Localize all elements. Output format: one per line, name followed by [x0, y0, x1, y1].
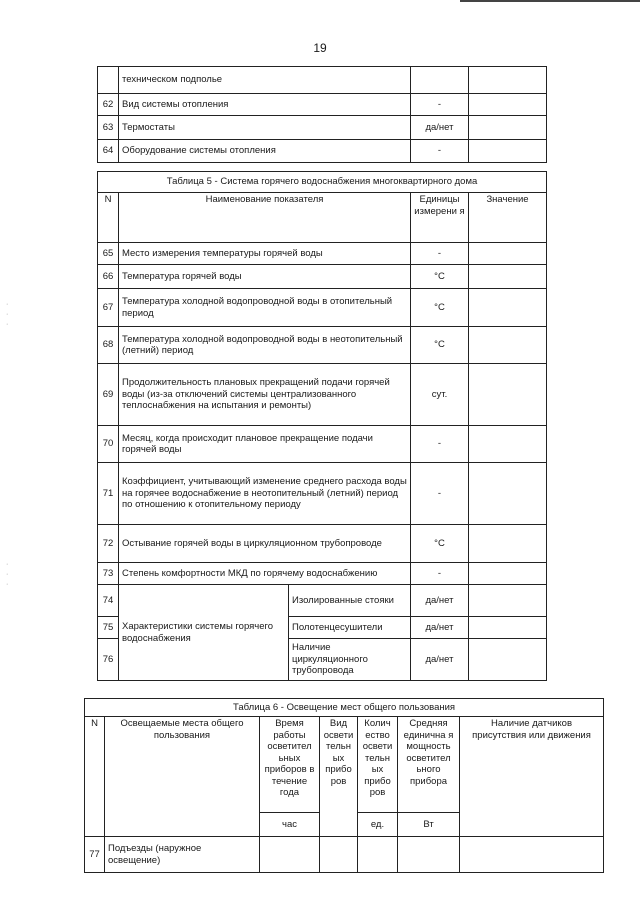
- header-num: N: [98, 193, 119, 243]
- sub-indicator-name: Наличие циркуляционного трубопровода: [289, 639, 411, 681]
- indicator-name: Продолжительность плановых прекращений подачи горячей воды (из-за отключений системы централизованного теплоснабжения на испытания и ремонты): [119, 364, 411, 426]
- row-number: 71: [98, 463, 119, 525]
- value-cell: [469, 327, 547, 364]
- value-cell: [469, 289, 547, 327]
- place-name: Подъезды (наружное освещение): [105, 837, 260, 873]
- indicator-name: Термостаты: [119, 116, 411, 140]
- table-row: [98, 426, 547, 463]
- table-row: [85, 837, 604, 873]
- value-cell: [469, 140, 547, 163]
- unit-cell: -: [411, 426, 469, 463]
- lighting-table: [84, 698, 604, 873]
- row-number: 73: [98, 563, 119, 585]
- row-number: [98, 67, 119, 94]
- unit-cell: -: [411, 563, 469, 585]
- indicator-name: техническом подполье: [119, 67, 411, 94]
- row-number: 68: [98, 327, 119, 364]
- indicator-name: Вид системы отопления: [119, 94, 411, 116]
- table-caption: Таблица 5 - Система горячего водоснабжения многоквартирного дома: [98, 172, 547, 193]
- unit-hours: час: [260, 813, 320, 837]
- row-number: 76: [98, 639, 119, 681]
- row-number: 74: [98, 585, 119, 617]
- table-row: [98, 563, 547, 585]
- table-row: [98, 327, 547, 364]
- header-value: Значение: [469, 193, 547, 243]
- power-cell: [398, 837, 460, 873]
- table-row: [98, 525, 547, 563]
- value-cell: [469, 426, 547, 463]
- row-number: 75: [98, 617, 119, 639]
- indicator-name: Место измерения температуры горячей воды: [119, 243, 411, 265]
- indicator-name: Температура горячей воды: [119, 265, 411, 289]
- binding-hole-marks-lower: · · ·: [6, 561, 9, 588]
- header-name: Наименование показателя: [119, 193, 411, 243]
- unit-cell: -: [411, 243, 469, 265]
- count-cell: [358, 837, 398, 873]
- indicator-name: Степень комфортности МКД по горячему водоснабжению: [119, 563, 411, 585]
- row-number: 72: [98, 525, 119, 563]
- hours-cell: [260, 837, 320, 873]
- unit-cell: -: [411, 140, 469, 163]
- unit-cell: да/нет: [411, 639, 469, 681]
- unit-power: Вт: [398, 813, 460, 837]
- sub-indicator-name: Изолированные стояки: [289, 585, 411, 617]
- binding-hole-marks: · · ·: [6, 301, 9, 328]
- table-caption: Таблица 6 - Освещение мест общего пользования: [85, 699, 604, 717]
- indicator-name: Месяц, когда происходит плановое прекращение подачи горячей воды: [119, 426, 411, 463]
- unit-cell: да/нет: [411, 617, 469, 639]
- table-row: [98, 67, 547, 94]
- value-cell: [469, 585, 547, 617]
- table-row: [98, 243, 547, 265]
- header-hours: Время работы осветител ьных приборов в течение года: [260, 717, 320, 813]
- scan-edge-line: [460, 0, 640, 2]
- row-number: 63: [98, 116, 119, 140]
- sensors-cell: [460, 837, 604, 873]
- value-cell: [469, 364, 547, 426]
- value-cell: [469, 265, 547, 289]
- header-count: Колич ество освети тельн ых прибо ров: [358, 717, 398, 813]
- value-cell: [469, 94, 547, 116]
- value-cell: [469, 67, 547, 94]
- value-cell: [469, 563, 547, 585]
- table-row: [98, 463, 547, 525]
- sub-indicator-name: Полотенцесушители: [289, 617, 411, 639]
- header-num: N: [85, 717, 105, 837]
- row-number: 70: [98, 426, 119, 463]
- unit-cell: °C: [411, 265, 469, 289]
- header-power: Средняя единична я мощность осветител ьного прибора: [398, 717, 460, 813]
- row-number: 66: [98, 265, 119, 289]
- row-number: 69: [98, 364, 119, 426]
- unit-cell: да/нет: [411, 585, 469, 617]
- indicator-name: Коэффициент, учитывающий изменение среднего расхода воды на горячее водоснабжение в неотопительный (летний) период по отношению к отопительному периоду: [119, 463, 411, 525]
- table-row: [98, 140, 547, 163]
- value-cell: [469, 525, 547, 563]
- table-header-row: [85, 717, 604, 813]
- unit-cell: да/нет: [411, 116, 469, 140]
- row-number: 67: [98, 289, 119, 327]
- value-cell: [469, 463, 547, 525]
- unit-count: ед.: [358, 813, 398, 837]
- header-sensors: Наличие датчиков присутствия или движения: [460, 717, 604, 837]
- unit-cell: [411, 67, 469, 94]
- unit-cell: сут.: [411, 364, 469, 426]
- header-unit: Единицы измерени я: [411, 193, 469, 243]
- table-row: [98, 94, 547, 116]
- unit-cell: °C: [411, 525, 469, 563]
- row-number: 65: [98, 243, 119, 265]
- table-row: [98, 289, 547, 327]
- value-cell: [469, 116, 547, 140]
- table-row: [98, 585, 547, 617]
- row-number: 62: [98, 94, 119, 116]
- table-row: [98, 116, 547, 140]
- unit-cell: -: [411, 94, 469, 116]
- unit-cell: -: [411, 463, 469, 525]
- indicator-name: Температура холодной водопроводной воды в неотопительный (летний) период: [119, 327, 411, 364]
- table-row: [98, 364, 547, 426]
- group-label: Характеристики системы горячего водоснабжения: [119, 585, 289, 681]
- indicator-name: Оборудование системы отопления: [119, 140, 411, 163]
- type-cell: [320, 837, 358, 873]
- unit-cell: °C: [411, 289, 469, 327]
- value-cell: [469, 243, 547, 265]
- row-number: 77: [85, 837, 105, 873]
- value-cell: [469, 639, 547, 681]
- header-place: Освещаемые места общего пользования: [105, 717, 260, 837]
- header-type: Вид освети тельн ых прибо ров: [320, 717, 358, 837]
- indicator-name: Остывание горячей воды в циркуляционном трубопроводе: [119, 525, 411, 563]
- value-cell: [469, 617, 547, 639]
- unit-cell: °C: [411, 327, 469, 364]
- table-header-row: [98, 193, 547, 243]
- heating-table-tail: [97, 66, 547, 163]
- page-number: 19: [313, 41, 327, 55]
- indicator-name: Температура холодной водопроводной воды в отопительный период: [119, 289, 411, 327]
- row-number: 64: [98, 140, 119, 163]
- table-row: [98, 265, 547, 289]
- hot-water-table: [97, 171, 547, 681]
